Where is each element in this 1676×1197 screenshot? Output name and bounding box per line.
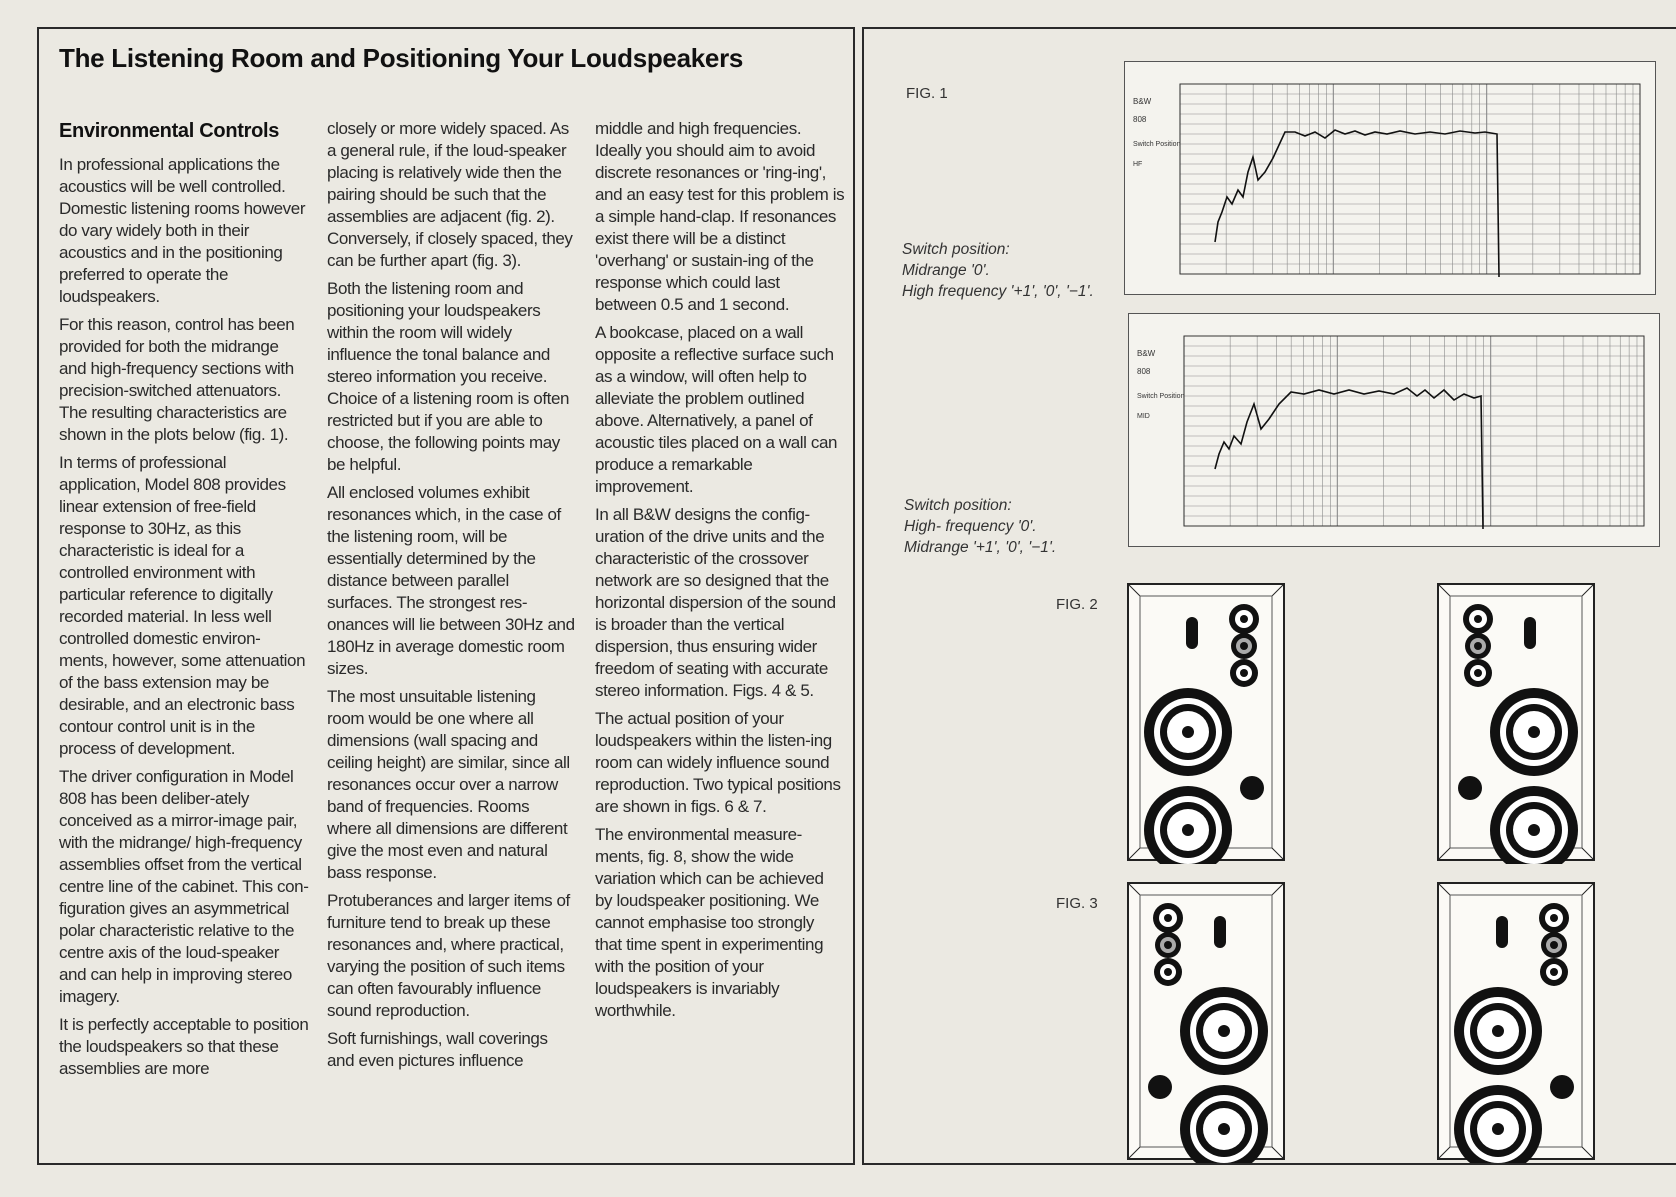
text-column-2 [327,118,577,1078]
plot-label: 808 [1137,367,1151,376]
page-title: The Listening Room and Positioning Your Loudspeakers [59,43,744,73]
plot-label: Switch Position [1133,141,1181,148]
frequency-response-plot-1 [1124,61,1656,295]
paragraph: All enclosed volumes exhibit resonances which, in the case of the listening room, will be essentially determined by the distance between parallel surfaces. The strongest res-onances will lie between 30Hz and 180Hz in average domestic room sizes. [327,483,575,678]
text-column-3 [595,118,845,1028]
response-curve [1215,388,1483,529]
caption-line: Switch position: [904,497,1012,514]
plot-label: MID [1137,413,1150,420]
paragraph: Protuberances and larger items of furniture tend to break up these resonances and, where practical, varying the position of such items can often favourably influence sound reproduction. [327,891,570,1020]
plot-grid [1180,84,1640,274]
caption-line: Switch position: [902,241,1010,258]
plot-grid [1184,336,1644,526]
paragraph: The driver configuration in Model 808 has been deliber-ately conceived as a mirror-image pair, with the midrange/ high-frequency assemblies offset from the vertical centre line of the cabinet. This con-figuration gives an asymmetrical polar characteristic relative to the centre axis of the loud-speaker and can help in improving stereo imagery. [59,767,309,1006]
paragraph: closely or more widely spaced. As a general rule, if the loud-speaker placing is relatively wide then the pairing should be such that the assemblies are adjacent (fig. 2). Conversely, if closely spaced, they can be further apart (fig. 3). [327,119,573,270]
plot-label: B&W [1133,97,1152,106]
paragraph: The environmental measure-ments, fig. 8, show the wide variation which can be achieved by loudspeaker positioning. We cannot emphasise too strongly that time spent in experimenting with the position of your loudspeakers is invariably worthwhile. [595,825,824,1020]
paragraph: middle and high frequencies. Ideally you should aim to avoid discrete resonances or 'ring-ing', and an easy test for this problem is a simple hand-clap. If resonances exist there will be a distinct 'overhang' or sustain-ing of the response which could last between 0.5 and 1 second. [595,119,845,314]
speaker-left-fig3-icon [1126,881,1286,1163]
paragraph: In professional applications the acoustics will be well controlled. Domestic listening rooms however do vary widely both in their acoustics and in the positioning preferred to operate the loudspeakers. [59,155,306,306]
paragraph: It is perfectly acceptable to position the loudspeakers so that these assemblies are more [59,1015,309,1078]
fig1-label: FIG. 1 [906,85,948,102]
caption-line: High- frequency '0'. [904,518,1037,535]
response-curve [1215,130,1499,277]
paragraph: In terms of professional application, Model 808 provides linear extension of free-field response to 30Hz, as this characteristic is ideal for a controlled environment with particular reference to digitally recorded material. In less well controlled domestic environ-ments, however, some attenuation of the bass extension may be desirable, and an electronic bass contour control unit is in the process of development. [59,453,306,758]
paragraph: The most unsuitable listening room would be one where all dimensions (wall spacing and ceiling height) are similar, since all resonances occur over a narrow band of frequencies. Rooms where all dimensions are different give the most even and natural bass response. [327,687,570,882]
text-panel [37,27,855,1165]
fig3-label: FIG. 3 [1056,895,1098,912]
plot-label: 808 [1133,115,1147,124]
caption-fig1 [902,239,1094,302]
figures-panel [862,27,1676,1165]
text-column-1 [59,118,309,1086]
caption-line: Midrange '0'. [902,262,990,279]
speaker-right-fig3-icon [1436,881,1596,1163]
paragraph: Both the listening room and positioning your loudspeakers within the room will widely influence the tonal balance and stereo information you receive. Choice of a listening room is often restricted but if you are able to choose, the following points may be helpful. [327,279,570,474]
paragraph: A bookcase, placed on a wall opposite a reflective surface such as a window, will often help to alleviate the problem outlined above. Alternatively, a panel of acoustic tiles placed on a wall can produce a remarkable improvement. [595,323,838,496]
paragraph: Soft furnishings, wall coverings and even pictures influence [327,1029,548,1070]
fig2-label: FIG. 2 [1056,596,1098,613]
plot-label: B&W [1137,349,1156,358]
section-heading: Environmental Controls [59,120,280,142]
speaker-right-fig2-icon [1436,582,1596,864]
speaker-left-fig2-icon [1126,582,1286,864]
caption-fig1b [904,495,1056,558]
paragraph: The actual position of your loudspeakers within the listen-ing room can widely influence sound reproduction. Two typical positions are shown in figs. 6 & 7. [595,709,841,816]
caption-line: High frequency '+1', '0', '−1'. [902,283,1094,300]
frequency-response-plot-2 [1128,313,1660,547]
plot-label: Switch Position [1137,393,1185,400]
plot-label: HF [1133,161,1143,168]
paragraph: In all B&W designs the config-uration of the drive units and the characteristic of the crossover network are so designed that the horizontal dispersion of the sound is broader than the vertical dispersion, thus ensuring wider freedom of seating with accurate stereo information. Figs. 4 & 5. [595,505,836,700]
caption-line: Midrange '+1', '0', '−1'. [904,539,1057,556]
paragraph: For this reason, control has been provided for both the midrange and high-frequency sections with precision-switched attenuators. The resulting characteristics are shown in the plots below (fig. 1). [59,315,295,444]
